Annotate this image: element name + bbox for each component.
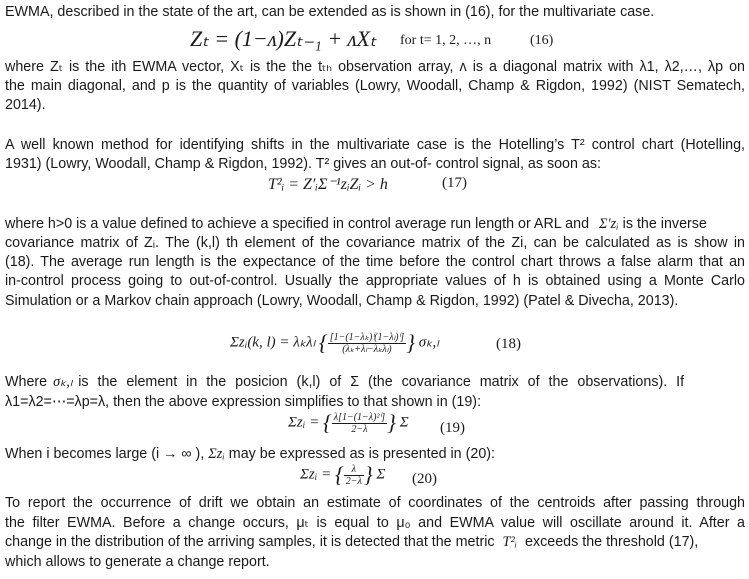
equation-19-lhs: Σᴢᵢ = — [288, 414, 320, 431]
right-brace: } — [363, 462, 373, 487]
paragraph-2-line-1: where Zₜ is the ith EWMA vector, Xₜ is the the tₜₕ observation array, ᴧ is a diagonal matrix with λ1, λ2,…, λp on — [5, 59, 745, 75]
equation-19-number: (19) — [440, 420, 465, 436]
left-brace: { — [334, 462, 344, 487]
equation-16-number: (16) — [530, 33, 554, 48]
equation-20-lhs: Σᴢᵢ = — [300, 466, 332, 483]
inline-sigma-kl: σₖ,ₗ — [53, 374, 73, 390]
right-brace: } — [406, 330, 416, 355]
paragraph-5-text-a: Where — [5, 374, 48, 390]
equation-19 — [288, 410, 409, 436]
paragraph-4-line-2: covariance matrix of Zᵢ. The (k,l) th element of the covariance matrix of the Zi, can be calculated as is show in — [5, 235, 745, 251]
equation-18-numerator: [1−(1−λₖ)ⁱ(1−λₗ)ⁱ] — [329, 331, 405, 343]
equation-17: T²ᵢ = Z′ᵢΣ⁻¹ᴢᵢZᵢ > h — [268, 176, 388, 193]
paragraph-7-line-1: To report the occurrence of drift we obtain an estimate of coordinates of the centroids after passing through — [5, 495, 745, 511]
equation-18-sigma: σₖ,ₗ — [418, 334, 439, 351]
paragraph-5-line-2: λ1=λ2=⋯=λp=λ, then the above expression simplifies to that shown in (19): — [5, 394, 482, 410]
equation-18 — [230, 330, 439, 356]
paragraph-4-line-3: (18). The average run length is the expectance of the time before the control chart throws a false alarm that an — [5, 254, 745, 270]
paragraph-7-line-3 — [5, 533, 745, 551]
equation-19-fraction — [332, 412, 387, 435]
paragraph-4-text-tail: is the inverse — [622, 216, 707, 232]
equation-17-number: (17) — [442, 175, 467, 191]
equation-18-number: (18) — [496, 336, 521, 352]
equation-18-fraction — [328, 332, 407, 355]
equation-20-number: (20) — [412, 471, 437, 487]
equation-19-denominator: 2−λ — [351, 423, 368, 435]
equation-19-numerator: λ[1−(1−λ)²ⁱ] — [333, 411, 386, 423]
paragraph-6-text-a: When i becomes large (i → ∞ ), — [5, 446, 205, 462]
paragraph-7-text-b: exceeds the threshold (17), — [525, 534, 699, 550]
equation-20-tail: Σ — [376, 466, 386, 483]
paragraph-5-text-b: is the element in the posicion (k,l) of Σ (the covariance matrix of the observations). If — [78, 374, 685, 390]
inline-t-squared: T²ᵢ — [502, 534, 518, 550]
paragraph-7-line-2: the filter EWMA. Before a change occurs, μₜ is equal to μ₀ and EWMA value will oscillate around it. After a — [5, 515, 745, 531]
paragraph-3-line-2: 1931) (Lowry, Woodall, Champ & Rigdon, 1992). T² gives an out-of- control signal, as soon as: — [5, 156, 602, 172]
paragraph-6-text-b: may be expressed as is presented in (20): — [228, 446, 495, 462]
paragraph-4-line-4: in-control process going to out-of-control. Usually the appropriate values of h is obtained using a Monte Carlo — [5, 273, 745, 289]
equation-19-tail: Σ — [399, 414, 409, 431]
paragraph-7-text-a: change in the distribution of the arriving samples, it is detected that the metric — [5, 534, 495, 550]
equation-20-numerator: λ — [344, 464, 364, 476]
equation-16-range: for t= 1, 2, …, n — [400, 33, 492, 48]
paragraph-3-line-1: A well known method for identifying shifts in the multivariate case is the Hotelling’s T² control chart (Hotelling, — [5, 137, 745, 153]
paragraph-2-line-3: 2014). — [5, 97, 46, 113]
paragraph-6 — [5, 445, 745, 463]
equation-20-denominator: 2−λ — [345, 475, 362, 487]
equation-18-denominator: (λₖ+λₗ−λₖλₗ) — [342, 343, 392, 355]
inline-inverse-covariance: Σ′ᴢᵢ — [599, 216, 619, 232]
paragraph-4-line-1 — [5, 215, 745, 233]
right-brace: } — [387, 410, 396, 435]
paragraph-4-line-5: Simulation or a Markov chain approach (Lowry, Woodall, Champ & Rigdon, 1992) (Patel & Divecha, 2013). — [5, 293, 679, 309]
equation-20 — [300, 462, 385, 488]
paragraph-5-line-1 — [5, 373, 745, 391]
equation-16: Zₜ = (1−ᴧ)Zₜ₋₁ + ᴧXₜ — [190, 26, 377, 51]
paragraph-2-line-2: the main diagonal, and p is the quantity of variables (Lowry, Woodall, Champ & Rigdon, 1992) (NIST Sematech, — [5, 78, 745, 94]
left-brace: { — [318, 330, 328, 355]
paragraph-7-line-4: which allows to generate a change report. — [5, 554, 270, 570]
equation-18-lhs: Σᴢᵢ(k, l) = λₖλₗ — [230, 334, 316, 351]
paragraph-4-text: where h>0 is a value defined to achieve a specified in control average run length or ARL and — [5, 216, 590, 232]
paragraph-1: EWMA, described in the state of the art, can be extended as is shown in (16), for the multivariate case. — [5, 4, 655, 20]
equation-20-fraction — [344, 464, 364, 487]
left-brace: { — [322, 410, 332, 435]
inline-sigma-zi: Σᴢᵢ — [208, 446, 225, 462]
